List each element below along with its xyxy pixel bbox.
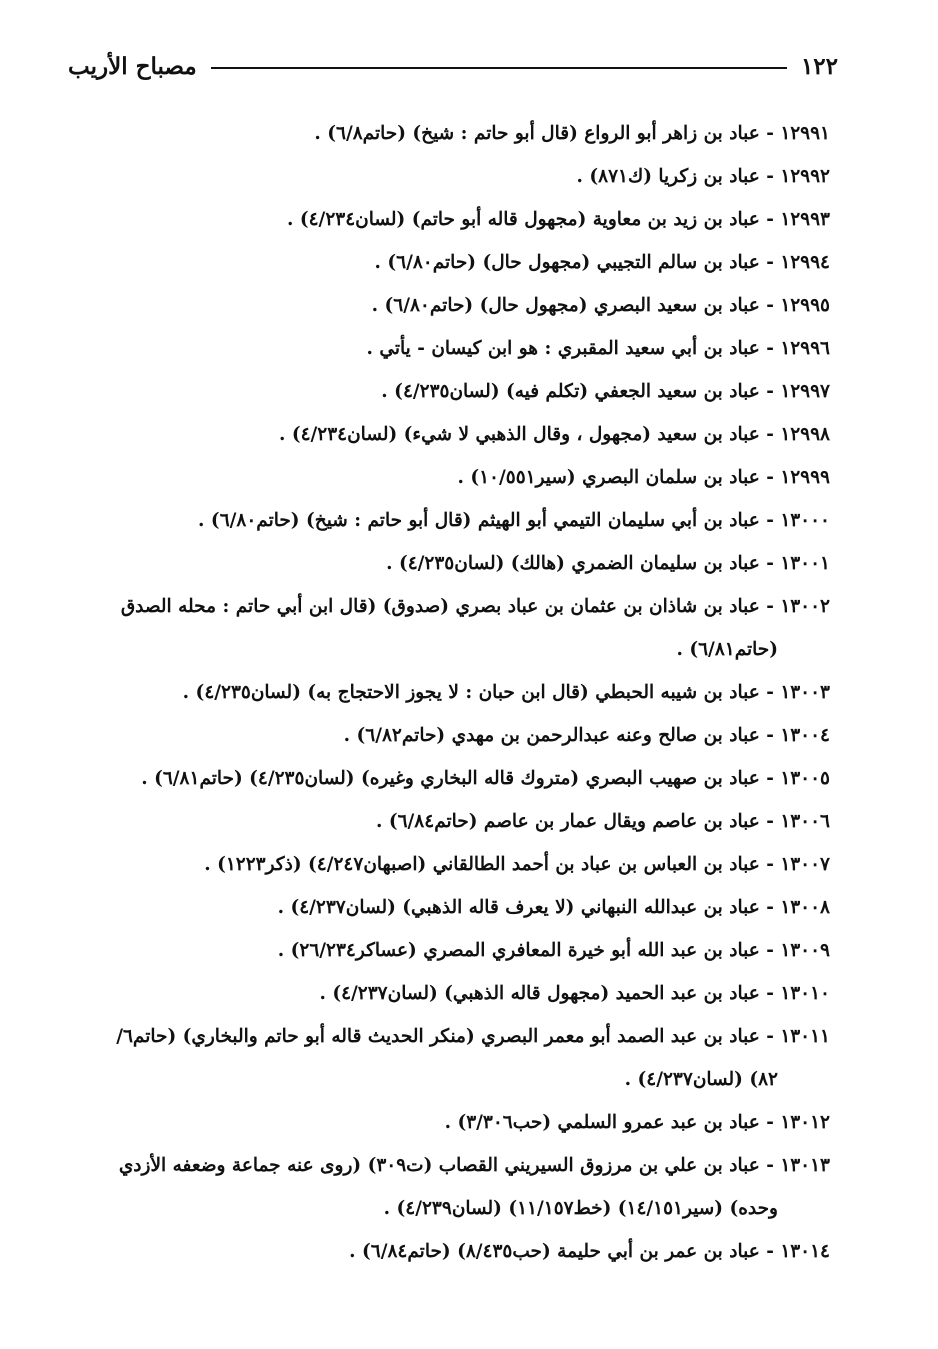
entry-13009: ١٣٠٠٩ - عباد بن عبد الله أبو خيرة المعافري المصري (عساكر٢٦/٢٣٤) . xyxy=(277,940,830,961)
entry-text: عباد بن سعيد الجعفي (تكلم فيه) (لسان٤/٢٣٥) . xyxy=(381,381,760,402)
entry-number: ١٣٠٠٥ xyxy=(780,768,830,789)
entry-12999: ١٢٩٩٩ - عباد بن سلمان البصري (سير١٠/٥٥١) . xyxy=(457,467,830,488)
entry-text: عباد بن عبدالله النبهاني (لا يعرف قاله الذهبي) (لسان٤/٢٣٧) . xyxy=(277,897,760,918)
entry-text: عباد بن علي بن مرزوق السيريني القصاب (ت٣٠٩) (روى عنه جماعة وضعفه الأزدي xyxy=(118,1155,760,1176)
entry-text: عباد بن سالم التجيبي (مجهول حال) (حاتم٦/٨٠) . xyxy=(374,252,760,273)
entry-text: عباد بن شاذان بن عثمان بن عباد بصري (صدوق) (قال ابن أبي حاتم : محله الصدق xyxy=(120,596,760,617)
entry-13003: ١٣٠٠٣ - عباد بن شيبه الحبطي (قال ابن حبان : لا يجوز الاحتجاج به) (لسان٤/٢٣٥) . xyxy=(182,682,830,703)
entry-number: ١٣٠٠٤ xyxy=(780,725,830,746)
page-number: ١٢٢ xyxy=(800,52,838,80)
entry-number: ١٢٩٩٧ xyxy=(780,381,830,402)
entry-number: ١٢٩٩٦ xyxy=(780,338,830,359)
entry-12992: ١٢٩٩٢ - عباد بن زكريا (ك٨٧١) . xyxy=(576,166,830,187)
entry-text: عباد بن عاصم ويقال عمار بن عاصم (حاتم٦/٨٤) . xyxy=(375,811,760,832)
entry-text: عباد بن العباس بن عباد بن أحمد الطالقاني (اصبهان٤/٢٤٧) (ذكر١٢٢٣) . xyxy=(204,854,760,875)
entry-number: ١٢٩٩٣ xyxy=(780,209,830,230)
entry-number: ١٣٠١٠ xyxy=(780,983,830,1004)
entry-number: ١٢٩٩٩ xyxy=(780,467,830,488)
entry-13002: ١٣٠٠٢ - عباد بن شاذان بن عثمان بن عباد بصري (صدوق) (قال ابن أبي حاتم : محله الصدق (حاتم٦/٨١) . xyxy=(66,585,830,671)
entry-12996: ١٢٩٩٦ - عباد بن أبي سعيد المقبري : هو ابن كيسان - يأتي . xyxy=(366,338,830,359)
entry-13010: ١٣٠١٠ - عباد بن عبد الحميد (مجهول قاله الذهبي) (لسان٤/٢٣٧) . xyxy=(319,983,830,1004)
header-rule xyxy=(211,67,787,69)
entry-13005: ١٣٠٠٥ - عباد بن صهيب البصري (متروك قاله البخاري وغيره) (لسان٤/٢٣٥) (حاتم٦/٨١) . xyxy=(141,768,830,789)
entry-number: ١٢٩٩٤ xyxy=(780,252,830,273)
entry-number: ١٣٠١٤ xyxy=(780,1241,830,1262)
entry-text: عباد بن عبد عمرو السلمي (حب٣/٣٠٦) . xyxy=(444,1112,760,1133)
entry-13006: ١٣٠٠٦ - عباد بن عاصم ويقال عمار بن عاصم (حاتم٦/٨٤) . xyxy=(375,811,830,832)
entry-text: عباد بن زكريا (ك٨٧١) . xyxy=(576,166,760,187)
entry-number: ١٣٠٠٢ xyxy=(780,596,830,617)
entry-number: ١٣٠٠٧ xyxy=(780,854,830,875)
entry-number: ١٢٩٩٥ xyxy=(780,295,830,316)
entry-12994: ١٢٩٩٤ - عباد بن سالم التجيبي (مجهول حال) (حاتم٦/٨٠) . xyxy=(374,252,830,273)
entry-text: عباد بن أبي سليمان التيمي أبو الهيثم (قال أبو حاتم : شيخ) (حاتم٦/٨٠) . xyxy=(198,510,760,531)
entry-12997: ١٢٩٩٧ - عباد بن سعيد الجعفي (تكلم فيه) (لسان٤/٢٣٥) . xyxy=(381,381,830,402)
entry-text: عباد بن سلمان البصري (سير١٠/٥٥١) . xyxy=(457,467,760,488)
entry-number: ١٣٠٠٩ xyxy=(780,940,830,961)
entry-number: ١٣٠٠٠ xyxy=(780,510,830,531)
entry-text: عباد بن عبد الحميد (مجهول قاله الذهبي) (لسان٤/٢٣٧) . xyxy=(319,983,760,1004)
entry-text: عباد بن سعيد البصري (مجهول حال) (حاتم٦/٨٠) . xyxy=(371,295,760,316)
entry-continuation: ٨٢) (لسان٤/٢٣٧) . xyxy=(624,1069,778,1090)
entry-13000: ١٣٠٠٠ - عباد بن أبي سليمان التيمي أبو الهيثم (قال أبو حاتم : شيخ) (حاتم٦/٨٠) . xyxy=(198,510,830,531)
entry-text: عباد بن زيد بن معاوية (مجهول قاله أبو حاتم) (لسان٤/٢٣٤) . xyxy=(286,209,760,230)
entry-13007: ١٣٠٠٧ - عباد بن العباس بن عباد بن أحمد الطالقاني (اصبهان٤/٢٤٧) (ذكر١٢٢٣) . xyxy=(204,854,830,875)
entry-continuation: (حاتم٦/٨١) . xyxy=(676,639,778,660)
entry-13012: ١٣٠١٢ - عباد بن عبد عمرو السلمي (حب٣/٣٠٦) . xyxy=(444,1112,830,1133)
entry-text: عباد بن صهيب البصري (متروك قاله البخاري وغيره) (لسان٤/٢٣٥) (حاتم٦/٨١) . xyxy=(141,768,760,789)
entry-13014: ١٣٠١٤ - عباد بن عمر بن أبي حليمة (حب٨/٤٣٥) (حاتم٦/٨٤) . xyxy=(349,1241,830,1262)
entry-13008: ١٣٠٠٨ - عباد بن عبدالله النبهاني (لا يعرف قاله الذهبي) (لسان٤/٢٣٧) . xyxy=(277,897,830,918)
entry-12995: ١٢٩٩٥ - عباد بن سعيد البصري (مجهول حال) (حاتم٦/٨٠) . xyxy=(371,295,830,316)
entry-continuation: وحده) (سير١٤/١٥١) (خط١١/١٥٧) (لسان٤/٢٣٩) . xyxy=(383,1198,778,1219)
entry-number: ١٣٠١١ xyxy=(780,1026,830,1047)
entry-number: ١٢٩٩٨ xyxy=(780,424,830,445)
entry-number: ١٣٠٠١ xyxy=(780,553,830,574)
entry-13011: ١٣٠١١ - عباد بن عبد الصمد أبو معمر البصري (منكر الحديث قاله أبو حاتم والبخاري) (حاتم٦/ ٨٢) (لسان٤/٢٣٧) . xyxy=(66,1015,830,1101)
entry-text: عباد بن عبد الصمد أبو معمر البصري (منكر الحديث قاله أبو حاتم والبخاري) (حاتم٦/ xyxy=(116,1026,760,1047)
entry-13004: ١٣٠٠٤ - عباد بن صالح وعنه عبدالرحمن بن مهدي (حاتم٦/٨٢) . xyxy=(343,725,830,746)
entry-number: ١٣٠٠٦ xyxy=(780,811,830,832)
entry-text: عباد بن زاهر أبو الرواع (قال أبو حاتم : شيخ) (حاتم٦/٨) . xyxy=(314,123,760,144)
entry-13013: ١٣٠١٣ - عباد بن علي بن مرزوق السيريني القصاب (ت٣٠٩) (روى عنه جماعة وضعفه الأزدي وحده) (سير١٤/١٥١) (خط١١/١٥٧) (لسان٤/٢٣٩) . xyxy=(66,1144,830,1230)
entry-text: عباد بن أبي سعيد المقبري : هو ابن كيسان - يأتي . xyxy=(366,338,760,359)
page-header xyxy=(68,46,838,86)
entry-12993: ١٢٩٩٣ - عباد بن زيد بن معاوية (مجهول قاله أبو حاتم) (لسان٤/٢٣٤) . xyxy=(286,209,830,230)
entry-text: عباد بن سعيد (مجهول ، وقال الذهبي لا شيء) (لسان٤/٢٣٤) . xyxy=(278,424,760,445)
entry-12998: ١٢٩٩٨ - عباد بن سعيد (مجهول ، وقال الذهبي لا شيء) (لسان٤/٢٣٤) . xyxy=(278,424,830,445)
entry-number: ١٣٠١٣ xyxy=(780,1155,830,1176)
entry-text: عباد بن شيبه الحبطي (قال ابن حبان : لا يجوز الاحتجاج به) (لسان٤/٢٣٥) . xyxy=(182,682,760,703)
entry-number: ١٣٠٠٣ xyxy=(780,682,830,703)
entry-text: عباد بن عمر بن أبي حليمة (حب٨/٤٣٥) (حاتم٦/٨٤) . xyxy=(349,1241,760,1262)
entry-number: ١٣٠١٢ xyxy=(780,1112,830,1133)
entry-13001: ١٣٠٠١ - عباد بن سليمان الضمري (هالك) (لسان٤/٢٣٥) . xyxy=(386,553,830,574)
book-title: مصباح الأريب xyxy=(68,52,197,80)
entry-list xyxy=(66,112,830,1273)
entry-12991: ١٢٩٩١ - عباد بن زاهر أبو الرواع (قال أبو حاتم : شيخ) (حاتم٦/٨) . xyxy=(314,123,830,144)
entry-number: ١٣٠٠٨ xyxy=(780,897,830,918)
entry-number: ١٢٩٩٢ xyxy=(780,166,830,187)
entry-text: عباد بن سليمان الضمري (هالك) (لسان٤/٢٣٥) . xyxy=(386,553,760,574)
entry-number: ١٢٩٩١ xyxy=(780,123,830,144)
entry-text: عباد بن صالح وعنه عبدالرحمن بن مهدي (حاتم٦/٨٢) . xyxy=(343,725,760,746)
entry-text: عباد بن عبد الله أبو خيرة المعافري المصري (عساكر٢٦/٢٣٤) . xyxy=(277,940,760,961)
